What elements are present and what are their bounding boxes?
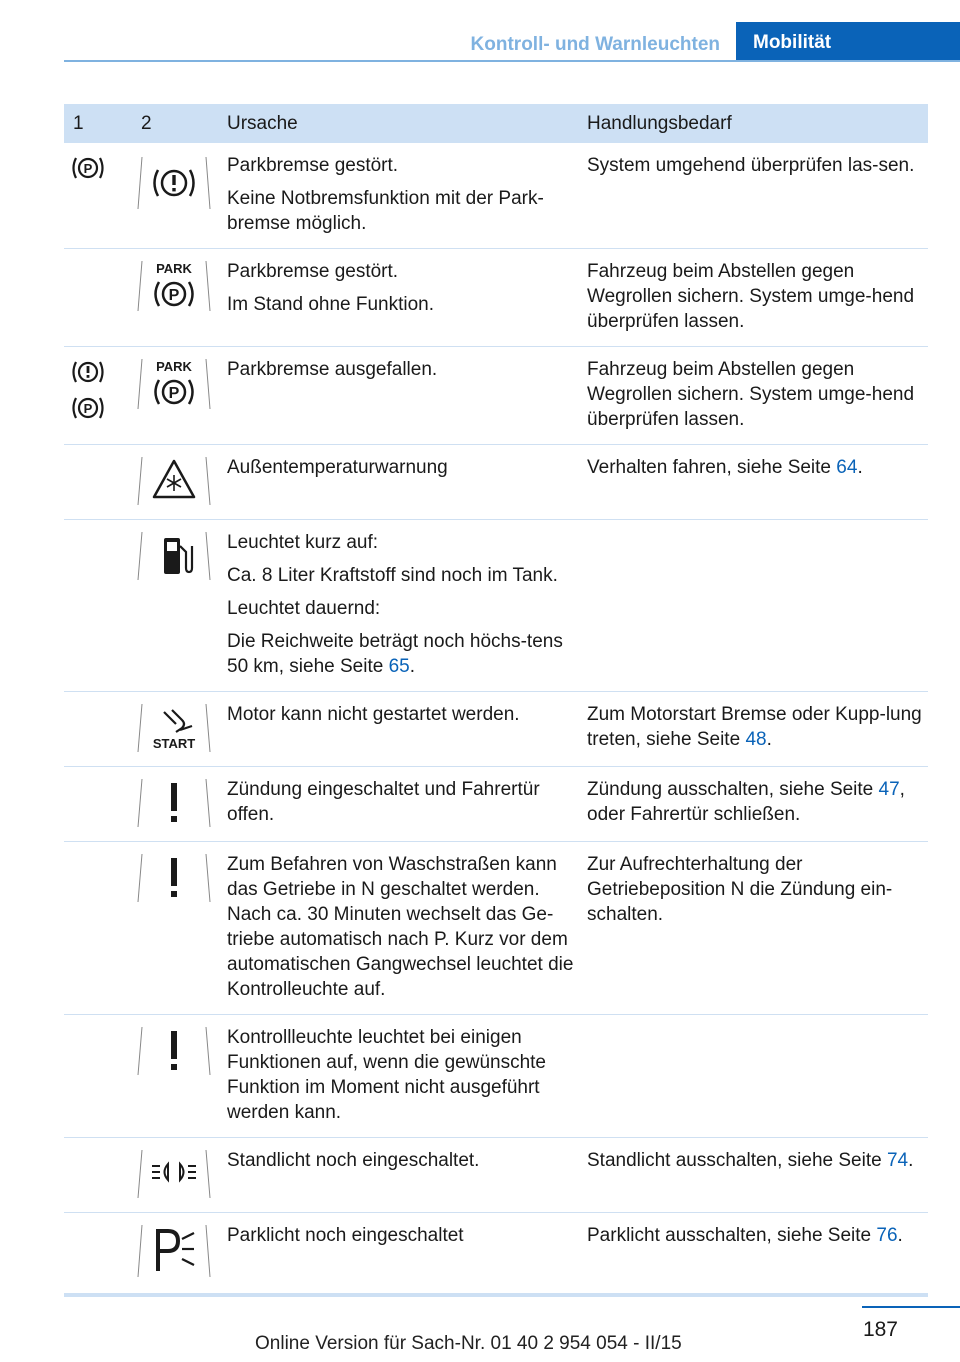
action-text: Verhalten fahren, siehe Seite 64. bbox=[587, 457, 863, 478]
footer-text: Online Version für Sach-Nr. 01 40 2 954 054 - II/15 bbox=[255, 1333, 682, 1354]
cause-text: Leuchtet dauernd: bbox=[227, 598, 381, 619]
page-link[interactable]: 64 bbox=[836, 457, 858, 478]
action-text: System umgehend überprüfen las-sen. bbox=[587, 155, 915, 176]
cause-text: Ca. 8 Liter Kraftstoff sind noch im Tank. bbox=[227, 565, 558, 586]
cause-text: Leuchtet kurz auf: bbox=[227, 532, 379, 553]
table-row bbox=[64, 445, 928, 520]
table-row bbox=[64, 692, 928, 767]
page-link[interactable]: 74 bbox=[886, 1150, 909, 1171]
cause-text: Parklicht noch eingeschaltet bbox=[227, 1225, 464, 1246]
action-text: Zündung ausschalten, siehe Seite 47, oder Fahrertür schließen. bbox=[587, 779, 905, 825]
cause-text: Die Reichweite beträgt noch höchs-tens 50 km, siehe Seite 65. bbox=[227, 631, 563, 677]
column-header-handlungsbedarf: Handlungsbedarf bbox=[578, 104, 928, 143]
table-row bbox=[64, 249, 928, 347]
parking-brake-green-icon bbox=[68, 153, 108, 183]
column-header-ursache: Ursache bbox=[218, 104, 578, 143]
svg-text:START: START bbox=[152, 736, 196, 751]
parking-light-icon bbox=[136, 1223, 212, 1279]
action-text: Fahrzeug beim Abstellen gegen Wegrollen sichern. System umge-hend überprüfen lassen. bbox=[587, 359, 915, 430]
table-row bbox=[64, 143, 928, 249]
action-text: Zur Aufrechterhaltung der Getriebeposition N die Zündung ein-schalten. bbox=[587, 854, 893, 925]
table-row bbox=[64, 767, 928, 842]
brake-warning-small-icon bbox=[68, 357, 108, 387]
page-link[interactable]: 65 bbox=[388, 656, 410, 677]
table-row bbox=[64, 520, 928, 692]
cause-text: Im Stand ohne Funktion. bbox=[227, 294, 435, 315]
page-link[interactable]: 47 bbox=[878, 779, 900, 800]
page-header bbox=[64, 22, 960, 62]
action-text: Standlicht ausschalten, siehe Seite 74. bbox=[587, 1150, 914, 1171]
cause-text: Standlicht noch eingeschaltet. bbox=[227, 1150, 480, 1171]
header-section-title: Kontroll- und Warnleuchten bbox=[470, 34, 720, 55]
cause-text: Parkbremse ausgefallen. bbox=[227, 359, 438, 380]
action-text: Parklicht ausschalten, siehe Seite 76. bbox=[587, 1225, 903, 1246]
table-row bbox=[64, 842, 928, 1015]
cause-text: Zündung eingeschaltet und Fahrertür offen. bbox=[227, 779, 540, 825]
header-rule bbox=[64, 60, 960, 62]
svg-text:P: P bbox=[83, 401, 93, 416]
exclamation-icon bbox=[136, 852, 212, 904]
column-header-2: 2 bbox=[132, 104, 218, 143]
table-header-row bbox=[64, 104, 928, 143]
action-text: Zum Motorstart Bremse oder Kupp-lung treten, siehe Seite 48. bbox=[587, 704, 922, 750]
ice-warning-icon bbox=[136, 455, 212, 507]
header-chapter-tab: Mobilität bbox=[736, 22, 960, 62]
cause-text: Kontrollleuchte leuchtet bei einigen Funktionen auf, wenn die gewünschte Funktion im Moment nicht ausgeführt werden kann. bbox=[227, 1027, 546, 1123]
exclamation-icon bbox=[136, 1025, 212, 1077]
page-number-rule bbox=[862, 1306, 960, 1308]
warning-light-table bbox=[64, 104, 928, 1297]
page-link[interactable]: 76 bbox=[876, 1225, 898, 1246]
table-row bbox=[64, 1015, 928, 1138]
parking-brake-small-icon bbox=[68, 393, 108, 423]
svg-text:P: P bbox=[168, 287, 180, 304]
table-row bbox=[64, 1138, 928, 1213]
table-row bbox=[64, 347, 928, 445]
svg-text:P: P bbox=[83, 161, 93, 176]
cause-text: Keine Notbremsfunktion mit der Park-bremse möglich. bbox=[227, 188, 544, 234]
svg-text:P: P bbox=[168, 385, 180, 402]
column-header-1: 1 bbox=[64, 104, 132, 143]
fuel-pump-icon bbox=[136, 530, 212, 582]
page-link[interactable]: 48 bbox=[745, 729, 767, 750]
exclamation-icon bbox=[136, 777, 212, 829]
page-number: 187 bbox=[862, 1318, 898, 1341]
cause-text: Parkbremse gestört. bbox=[227, 261, 399, 282]
cause-text: Zum Befahren von Waschstraßen kann das Getriebe in N geschaltet werden. Nach ca. 30 Minuten wechselt das Ge-triebe automatisch nach P. Kurz vor dem automatischen Gangwechsel leuchtet die Kontrolleuchte auf. bbox=[227, 854, 574, 1000]
svg-text:PARK: PARK bbox=[156, 359, 192, 374]
svg-text:PARK: PARK bbox=[156, 261, 192, 276]
action-text: Fahrzeug beim Abstellen gegen Wegrollen sichern. System umge-hend überprüfen lassen. bbox=[587, 261, 915, 332]
table-row bbox=[64, 1213, 928, 1296]
brake-warning-icon bbox=[136, 153, 212, 213]
cause-text: Parkbremse gestört. bbox=[227, 155, 399, 176]
side-lights-icon bbox=[136, 1148, 212, 1200]
cause-text: Motor kann nicht gestartet werden. bbox=[227, 704, 520, 725]
cause-text: Außentemperaturwarnung bbox=[227, 457, 448, 478]
park-brake-icon bbox=[136, 259, 212, 315]
start-brake-icon bbox=[136, 702, 212, 754]
park-brake-icon bbox=[136, 357, 212, 413]
